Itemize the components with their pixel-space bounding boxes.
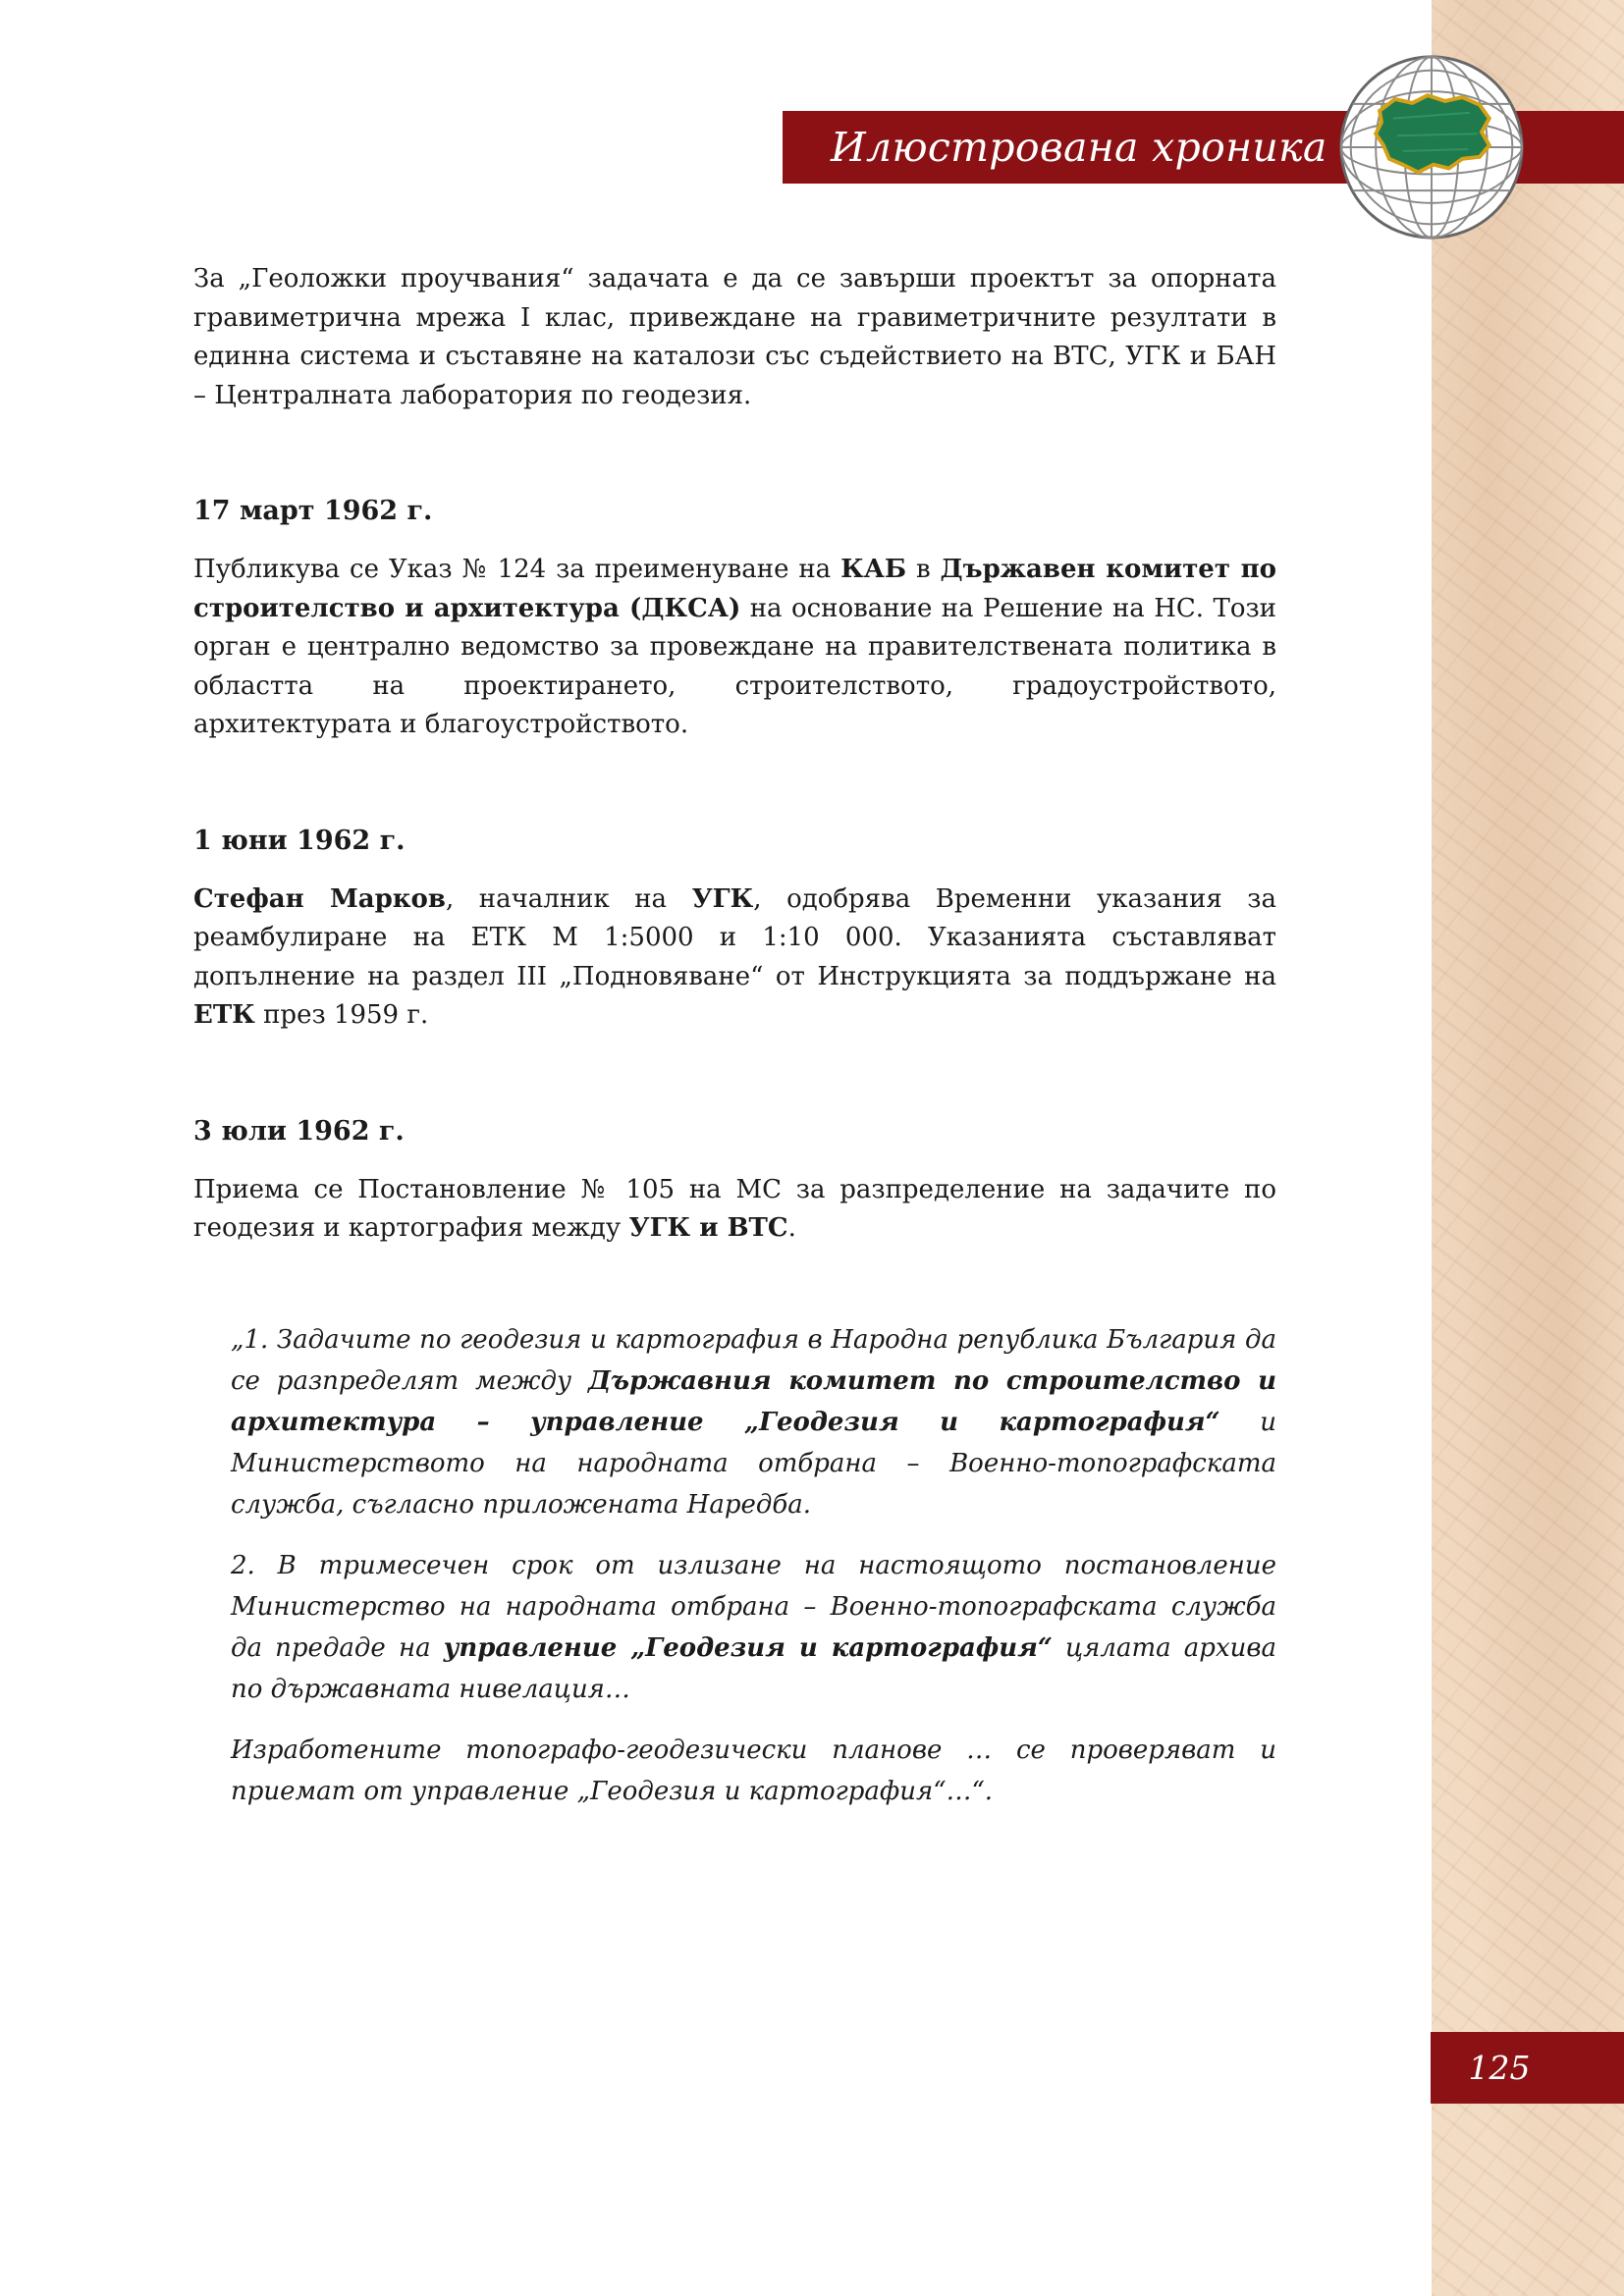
quote-paragraph: „1. Задачите по геодезия и картография в Народна република България да се разпределят между Държавния комитет по строителство и архитектура – управление „Геодезия и картография“ и Министерството на народната отбрана – Военно-топографската служба, съгласно приложената Наредба.: [231, 1324, 1276, 1520]
decorative-side-strip: [1432, 0, 1624, 2296]
entry-paragraph: Приема се Постановление № 105 на МС за разпределение на задачите по геодезия и картография между УГК и ВТС.: [193, 1174, 1276, 1243]
entry-paragraph: Публикува се Указ № 124 за преименуване на КАБ в Държавен комитет по строителство и архитектура (ДКСА) на основание на Решение на НС. Този орган е централно ведомство за провеждане на правителствената политика в областта на проектирането, строителството, градоустройството, архитектурата и благоустройството.: [193, 555, 1276, 739]
page-content: [193, 260, 1276, 1812]
page-number: 125: [1468, 2049, 1531, 2087]
quote-block: [193, 1319, 1276, 1812]
intro-paragraph: За „Геоложки проучвания“ задачата е да се завърши проектът за опорната гравиметрична мрежа I клас, привеждане на гравиметричните резултати в единна система и съставяне на каталози със съдействието на ВТС, УГК и БАН – Централната лаборатория по геодезия.: [193, 264, 1276, 410]
entry-date: 3 юли 1962 г.: [193, 1115, 405, 1147]
quote-paragraph: Изработените топографо-геодезически планове … се проверяват и приемат от управление „Геодезия и картография“…“.: [231, 1735, 1276, 1806]
quote-paragraph: 2. В тримесечен срок от излизане на настоящото постановление Министерство на народната отбрана – Военно-топографската служба да предаде на управление „Геодезия и картография“ цялата архива по държавната нивелация…: [231, 1550, 1276, 1704]
entry-paragraph: Стефан Марков, началник на УГК, одобрява Временни указания за реамбулиране на ЕТК М 1:5000 и 1:10 000. Указанията съставляват допълнение на раздел III „Подновяване“ от Инструкцията за поддържане на ЕТК през 1959 г.: [193, 883, 1276, 1030]
entry-date: 1 юни 1962 г.: [193, 825, 406, 856]
entry-date: 17 март 1962 г.: [193, 496, 433, 526]
globe-logo: [1335, 51, 1528, 243]
section-title: Илюстрована хроника: [831, 124, 1327, 171]
